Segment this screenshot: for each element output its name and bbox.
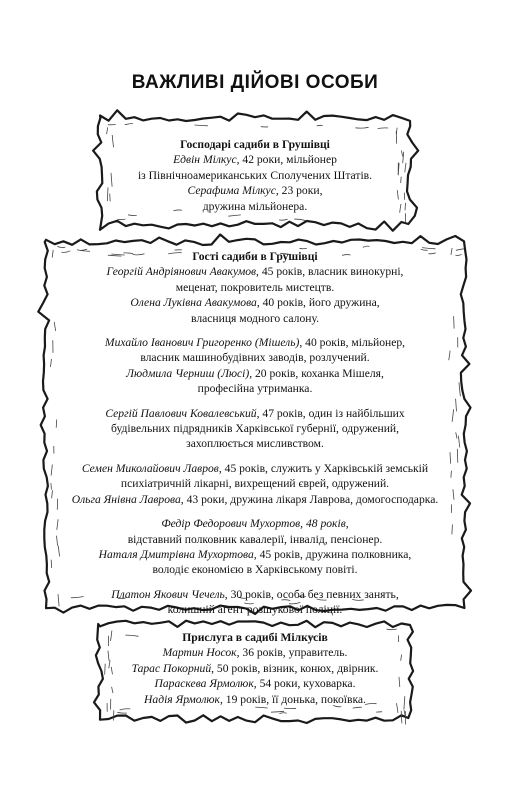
- character-description: меценат, покровитель мистецтв.: [175, 280, 335, 294]
- section-title: Господарі садиби в Грушівці: [180, 138, 330, 151]
- character-line: [94, 645, 416, 660]
- character-name: Сергій Павлович Ковалевський: [105, 406, 257, 420]
- character-description: відставний полковник кавалерії, інвалід, пенсіонер.: [127, 532, 383, 546]
- character-description: захоплюється мисливством.: [186, 437, 324, 451]
- owners-scroll-panel: [94, 112, 416, 230]
- servants-scroll-panel: [94, 618, 416, 724]
- character-name: Людмила Черниш (Люсі): [126, 366, 250, 380]
- character-line: [40, 492, 470, 507]
- character-line: [94, 152, 416, 167]
- person-group: [40, 516, 470, 578]
- character-description: , 45 років, служить у Харківській земській: [218, 461, 429, 475]
- character-line: [40, 280, 470, 295]
- character-line: [94, 676, 416, 691]
- character-description: , 45 років, дружина полковника,: [253, 547, 412, 561]
- character-line: [40, 602, 470, 617]
- character-line: [40, 516, 470, 531]
- character-description: будівельних підрядників Харківської губернії, одружений,: [110, 422, 400, 436]
- character-line: [40, 547, 470, 562]
- character-description: професійна утриманка.: [197, 382, 313, 396]
- character-description: із Північноамериканських Сполучених Штатів.: [137, 168, 373, 182]
- character-line: [40, 461, 470, 476]
- character-name: Олена Луківна Авакумова: [130, 296, 257, 310]
- section-title: Прислуга в садибі Мілкусів: [182, 631, 328, 644]
- character-line: [40, 295, 470, 310]
- person-group: [40, 406, 470, 452]
- person-group: [40, 587, 470, 618]
- character-name: Тарас Покорний: [131, 661, 212, 675]
- character-description: , 54 роки, куховарка.: [253, 677, 356, 691]
- character-name: Надія Ярмолюк: [144, 692, 220, 706]
- character-line: [40, 532, 470, 547]
- character-description: , 47 років, один із найбільших: [256, 406, 405, 420]
- character-description: , 45 років, власник винокурні,: [256, 265, 404, 279]
- character-name: Серафима Мілкус: [187, 184, 276, 198]
- person-group: [94, 152, 416, 214]
- character-description: , 30 років, особа без певних занять,: [224, 587, 399, 601]
- character-description: , 40 років, мільйонер,: [299, 336, 406, 350]
- character-description: , 40 років, його дружина,: [256, 296, 380, 310]
- character-description: власник машинобудівних заводів, розлучений.: [140, 351, 370, 365]
- character-description: , 42 роки, мільйонер: [236, 153, 337, 167]
- character-name: Семен Миколайович Лавров: [81, 461, 219, 475]
- character-line: [40, 350, 470, 365]
- character-line: [94, 199, 416, 214]
- character-description: , 19 років, її донька, покоївка.: [219, 692, 366, 706]
- character-name: Параскева Ярмолюк: [154, 677, 254, 691]
- character-name: Мартин Носок: [162, 646, 237, 660]
- character-line: [94, 661, 416, 676]
- character-description: , 43 роки, дружина лікаря Лаврова, домогосподарка.: [180, 492, 439, 506]
- person-group: [40, 461, 470, 507]
- character-line: [40, 562, 470, 577]
- character-name: Михайло Іванович Григоренко (Мішель): [104, 336, 300, 350]
- character-line: [40, 421, 470, 436]
- person-group: [40, 264, 470, 326]
- owners-section: [94, 137, 416, 214]
- character-line: [94, 183, 416, 198]
- character-line: [94, 168, 416, 183]
- character-name: Ольга Янівна Лаврова: [71, 492, 181, 506]
- guests-section: [40, 249, 470, 618]
- character-description: , 23 роки,: [275, 184, 323, 198]
- character-description: володіє економією в Харківському повіті.: [152, 563, 358, 577]
- character-description: власниця модного салону.: [191, 311, 319, 325]
- character-line: [40, 476, 470, 491]
- character-line: [40, 381, 470, 396]
- character-name: Едвін Мілкус: [173, 153, 237, 167]
- character-name: Федір Федорович Мухортов, 48 років: [161, 517, 346, 531]
- person-group: [40, 335, 470, 397]
- character-name: Георгій Андріянович Авакумов: [106, 265, 257, 279]
- guests-scroll-panel: [40, 236, 470, 617]
- character-line: [40, 335, 470, 350]
- page-title: ВАЖЛИВІ ДІЙОВІ ОСОБИ: [131, 72, 379, 93]
- character-line: [94, 692, 416, 707]
- section-title: Гості садиби в Грушівці: [192, 250, 318, 263]
- character-description: психіатричній лікарні, вихрещений єврей, одружений.: [120, 477, 390, 491]
- character-line: [40, 264, 470, 279]
- character-line: [40, 406, 470, 421]
- servants-section: [94, 630, 416, 707]
- character-description: , 20 років, коханка Мішеля,: [249, 366, 384, 380]
- character-line: [40, 366, 470, 381]
- character-description: , 36 років, управитель.: [236, 646, 348, 660]
- character-description: , 50 років, візник, конюх, двірник.: [211, 661, 379, 675]
- character-description: ,: [345, 517, 349, 531]
- character-name: Наталя Дмитрівна Мухортова: [98, 547, 254, 561]
- character-line: [40, 311, 470, 326]
- character-line: [40, 436, 470, 451]
- character-line: [40, 587, 470, 602]
- person-group: [94, 645, 416, 707]
- character-description: дружина мільйонера.: [202, 199, 308, 213]
- character-name: Платон Якович Чечель: [111, 587, 225, 601]
- character-description: колишній агент розшукової поліції.: [167, 603, 343, 617]
